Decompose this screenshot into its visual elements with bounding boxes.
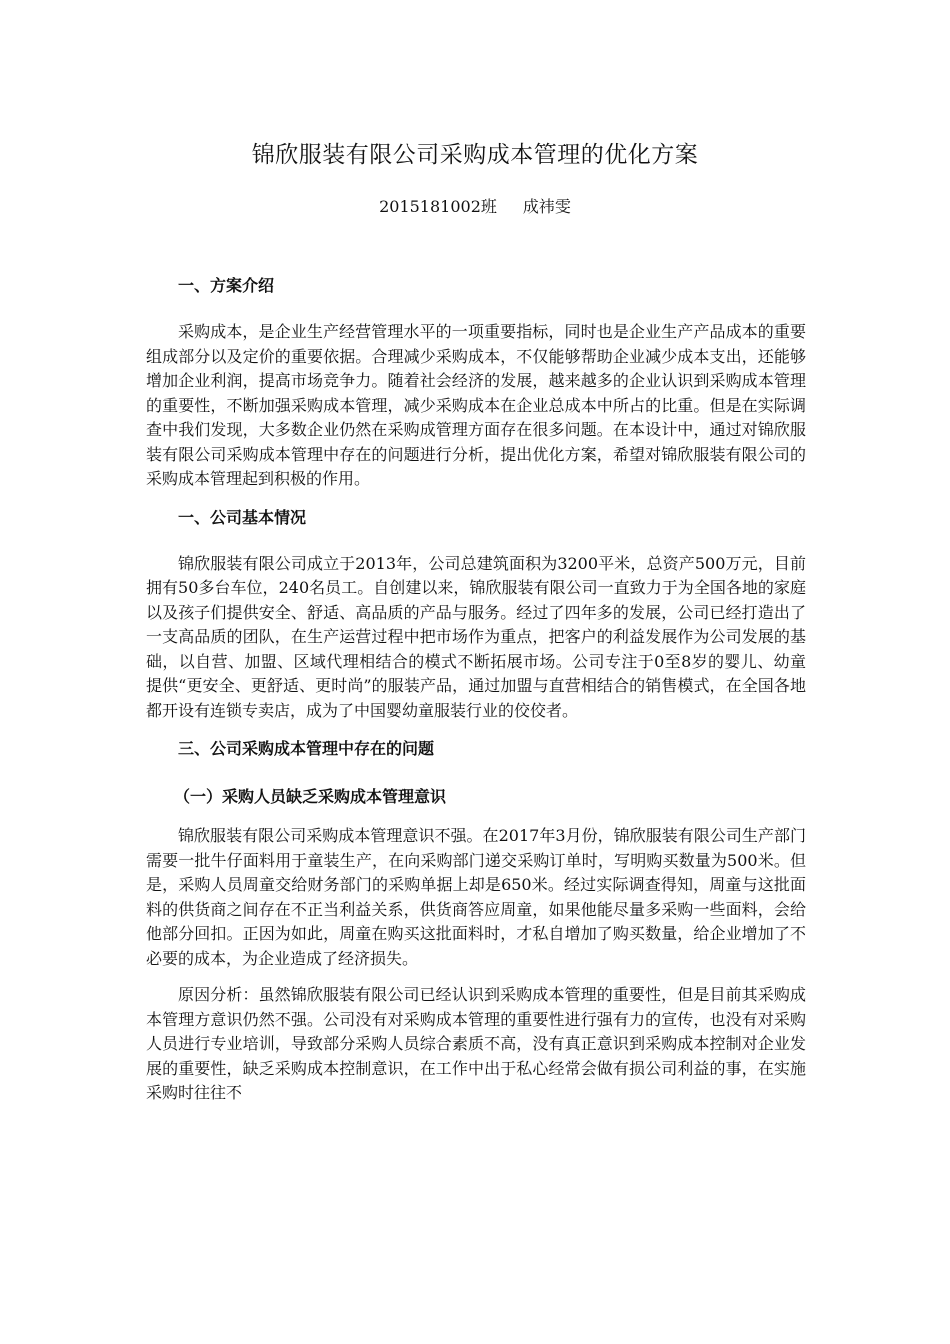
section-heading-company: 一、公司基本情况	[178, 507, 307, 527]
paragraph-analysis: 原因分析：虽然锦欣服装有限公司已经认识到采购成本管理的重要性，但是目前其采购成本管理方意识仍然不强。公司没有对采购成本管理的重要性进行强有力的宣传，也没有对采购人员进行专业培训，导致部分采购人员综合素质不高，没有真正意识到采购成本控制对企业发展的重要性，缺乏采购成本控制意识，在工作中出于私心经常会做有损公司利益的事，在实施采购时往往不	[146, 985, 806, 1102]
author-line	[0, 194, 950, 217]
paragraph-company: 锦欣服装有限公司成立于2013年，公司总建筑面积为3200平米，总资产500万元，目前拥有50多台车位，240名员工。自创建以来，锦欣服装有限公司一直致力于为全国各地的家庭以及孩子们提供安全、舒适、高品质的产品与服务。经过了四年多的发展，公司已经打造出了一支高品质的团队，在生产运营过程中把市场作为重点，把客户的利益发展作为公司发展的基础，以自营、加盟、区域代理相结合的模式不断拓展市场。公司专注于0至8岁的婴儿、幼童提供“更安全、更舒适、更时尚”的服装产品，通过加盟与直营相结合的销售模式，在全国各地都开设有连锁专卖店，成为了中国婴幼童服装行业的佼佼者。	[146, 553, 806, 720]
paragraph-case: 锦欣服装有限公司采购成本管理意识不强。在2017年3月份，锦欣服装有限公司生产部门需要一批牛仔面料用于童装生产，在向采购部门递交采购订单时，写明购买数量为500米。但是，采购人员周童交给财务部门的采购单据上却是650米。经过实际调查得知，周童与这批面料的供货商之间存在不正当利益关系，供货商答应周童，如果他能尽量多采购一些面料，会给他部分回扣。正因为如此，周童在购买这批面料时，才私自增加了购买数量，给企业增加了不必要的成本，为企业造成了经济损失。	[146, 826, 806, 968]
paragraph-intro: 采购成本，是企业生产经营管理水平的一项重要指标，同时也是企业生产产品成本的重要组成部分以及定价的重要依据。合理减少采购成本，不仅能够帮助企业减少成本支出，还能够增加企业利润，提高市场竞争力。随着社会经济的发展，越来越多的企业认识到采购成本管理的重要性，不断加强采购成本管理，减少采购成本在企业总成本中所占的比重。但是在实际调查中我们发现，大多数企业仍然在采购成管理方面存在很多问题。在本设计中，通过对锦欣服装有限公司采购成本管理中存在的问题进行分析，提出优化方案，希望对锦欣服装有限公司的采购成本管理起到积极的作用。	[146, 322, 806, 488]
document-body	[146, 272, 806, 1118]
subsection-heading-awareness: （一）采购人员缺乏采购成本管理意识	[174, 787, 447, 806]
author-name: 成祎雯	[522, 197, 571, 216]
section-heading-problems: 三、公司采购成本管理中存在的问题	[178, 739, 435, 758]
section-heading-intro: 一、方案介绍	[178, 276, 275, 295]
document-title: 锦欣服装有限公司采购成本管理的优化方案	[251, 142, 699, 168]
class-id: 2015181002班	[379, 197, 497, 216]
